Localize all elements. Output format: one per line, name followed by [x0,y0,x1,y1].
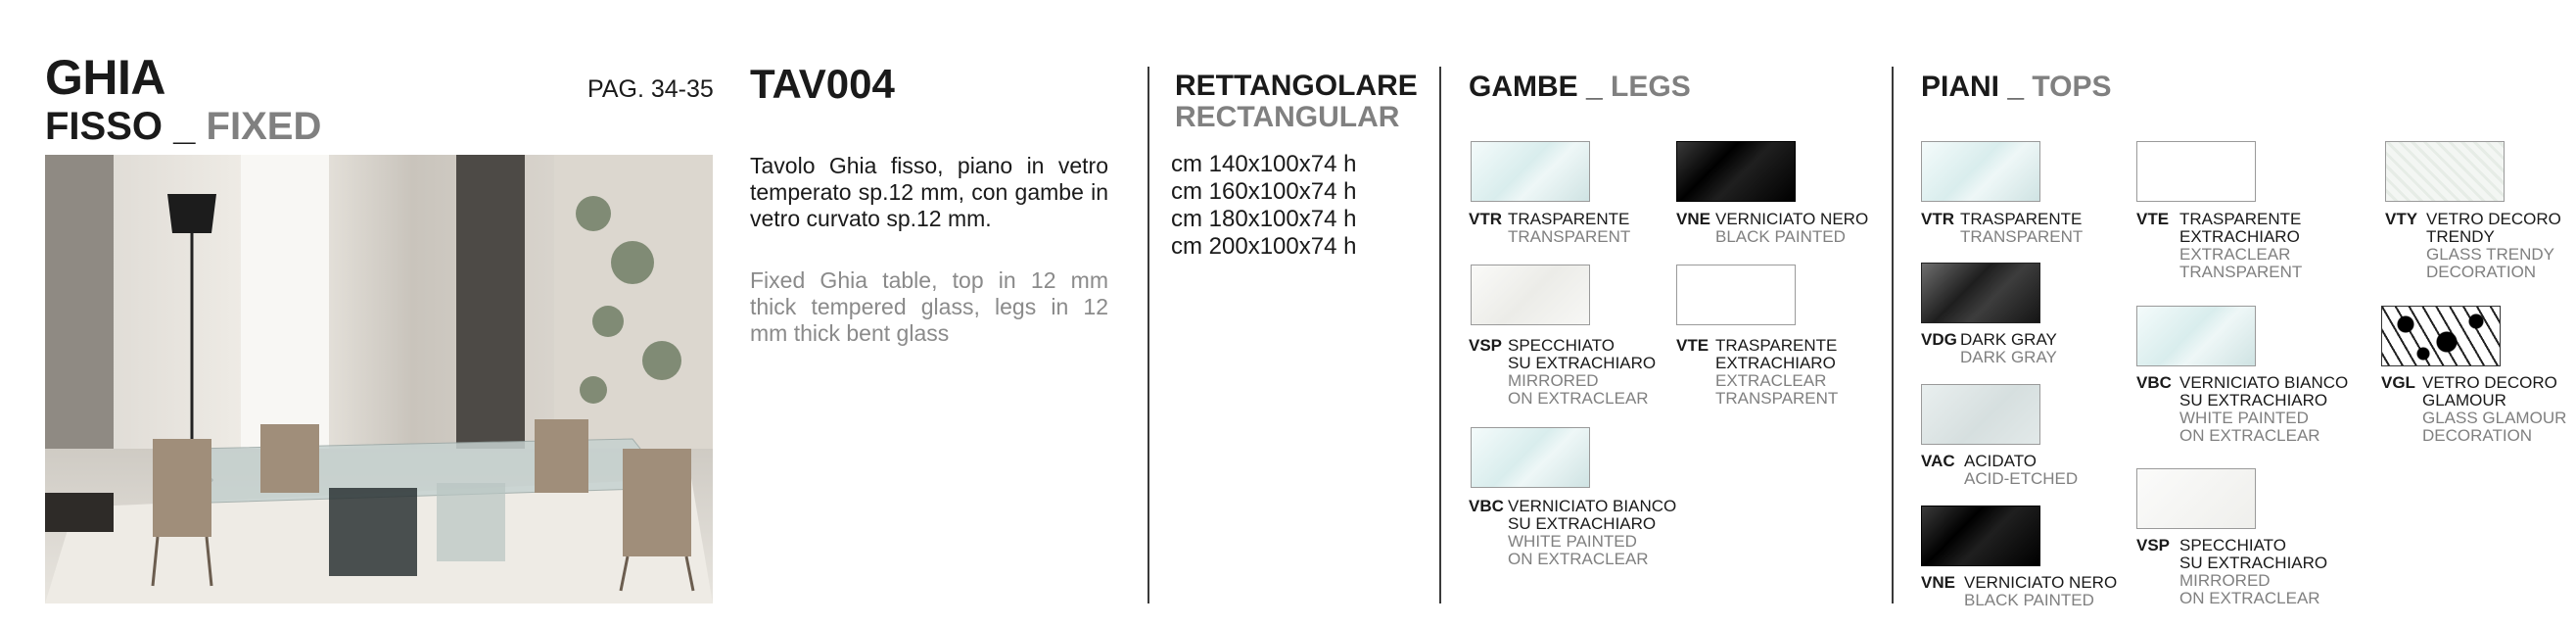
divider-2 [1439,67,1441,603]
legs-separator: _ [1586,71,1603,103]
tops-swatch-vdg [1921,263,2040,323]
tops-swatch-vty [2385,141,2505,202]
type-en: FIXED [206,105,322,148]
tops-separator: _ [2007,71,2025,103]
size-item: cm 160x100x74 h [1171,178,1357,205]
finish-en: WHITE PAINTED [1508,532,1637,551]
finish-en: GLASS GLAMOUR [2422,409,2567,427]
finish-code: VTY [2385,210,2418,228]
finish-en: EXTRACLEAR [1715,371,1827,390]
finish-it: TRASPARENTE [2179,210,2302,228]
description-en: Fixed Ghia table, top in 12 mm thick tempered glass, legs in 12 mm thick bent glass [750,267,1108,346]
finish-en: TRANSPARENT [1960,227,2084,246]
shape-it: RETTANGOLARE [1175,70,1418,102]
tops-title [1921,71,2112,104]
size-item: cm 180x100x74 h [1171,206,1357,232]
finish-code: VNE [1676,210,1710,228]
finish-it: SU EXTRACHIARO [1508,514,1657,533]
finish-en: DECORATION [2422,426,2533,445]
finish-code: VSP [1469,336,1503,355]
size-list [1171,151,1356,261]
finish-en: TRANSPARENT [1508,227,1631,246]
finish-code: VBC [2136,373,2172,392]
finish-it: SPECCHIATO [1508,336,1615,355]
legs-swatch-vne [1676,141,1796,202]
tops-swatch-vne [1921,506,2040,566]
page-reference: PAG. 34-35 [587,75,714,103]
tops-swatch-vbc [2136,306,2256,366]
tops-swatch-vac [1921,384,2040,445]
finish-it: DARK GRAY [1960,330,2057,349]
tops-swatch-vgl [2381,306,2501,366]
finish-en: EXTRACLEAR [2179,245,2291,264]
finish-code: VTR [1921,210,1954,228]
divider-3 [1892,67,1894,603]
product-photo [45,155,713,603]
finish-en: ACID-ETCHED [1964,469,2079,488]
finish-en: ON EXTRACLEAR [1508,389,1649,408]
finish-it: SU EXTRACHIARO [2179,554,2328,572]
finish-it: VERNICIATO BIANCO [2179,373,2349,392]
legs-swatch-vtr [1471,141,1590,202]
tops-swatch-vsp [2136,468,2256,529]
finish-code: VDG [1921,330,1957,349]
product-code: TAV004 [750,61,895,107]
finish-it: VERNICIATO BIANCO [1508,497,1677,515]
description-it: Tavolo Ghia fisso, piano in vetro temperato sp.12 mm, con gambe in vetro curvato sp.12 mm. [750,153,1108,231]
legs-swatch-vbc [1471,427,1590,488]
tops-swatch-vte [2136,141,2256,202]
finish-it: EXTRACHIARO [1715,354,1836,372]
finish-it: TRASPARENTE [1960,210,2083,228]
legs-title [1469,71,1691,104]
finish-code: VBC [1469,497,1504,515]
finish-it: ACIDATO [1964,452,2037,470]
finish-en: BLACK PAINTED [1964,591,2094,609]
finish-it: VERNICIATO NERO [1964,573,2118,592]
finish-it: VETRO DECORO [2426,210,2561,228]
legs-title-it: GAMBE [1469,71,1578,103]
type-separator: _ [173,105,196,148]
tops-title-it: PIANI [1921,71,2000,103]
finish-code: VTE [1676,336,1710,355]
divider-1 [1147,67,1149,603]
finish-code: VAC [1921,452,1955,470]
legs-swatch-vsp [1471,265,1590,325]
finish-en: GLASS TRENDY [2426,245,2555,264]
finish-en: TRANSPARENT [1715,389,1839,408]
finish-it: TRASPARENTE [1715,336,1838,355]
finish-code: VTR [1469,210,1502,228]
legs-swatch-vte [1676,265,1796,325]
model-name: GHIA [45,50,165,105]
tops-title-en: TOPS [2032,71,2112,103]
finish-en: BLACK PAINTED [1715,227,1846,246]
finish-it: VERNICIATO NERO [1715,210,1869,228]
finish-it: SPECCHIATO [2179,536,2286,555]
finish-it: SU EXTRACHIARO [2179,391,2328,410]
finish-it: TRASPARENTE [1508,210,1630,228]
finish-code: VNE [1921,573,1955,592]
legs-title-en: LEGS [1611,71,1691,103]
shape-en: RECTANGULAR [1175,101,1400,133]
finish-en: DARK GRAY [1960,348,2057,366]
finish-en: TRANSPARENT [2179,263,2303,281]
tops-swatch-vtr [1921,141,2040,202]
size-item: cm 140x100x74 h [1171,151,1357,177]
finish-en: ON EXTRACLEAR [2179,426,2320,445]
finish-it: TRENDY [2426,227,2495,246]
size-item: cm 200x100x74 h [1171,233,1357,260]
finish-code: VSP [2136,536,2171,555]
model-type [45,104,321,149]
finish-en: MIRRORED [2179,571,2271,590]
finish-it: GLAMOUR [2422,391,2506,410]
finish-it: SU EXTRACHIARO [1508,354,1657,372]
finish-en: ON EXTRACLEAR [2179,589,2320,607]
finish-en: DECORATION [2426,263,2537,281]
finish-en: MIRRORED [1508,371,1599,390]
finish-en: WHITE PAINTED [2179,409,2309,427]
finish-en: ON EXTRACLEAR [1508,550,1649,568]
finish-it: VETRO DECORO [2422,373,2557,392]
finish-code: VGL [2381,373,2415,392]
finish-code: VTE [2136,210,2170,228]
finish-it: EXTRACHIARO [2179,227,2300,246]
type-it: FISSO [45,105,164,148]
